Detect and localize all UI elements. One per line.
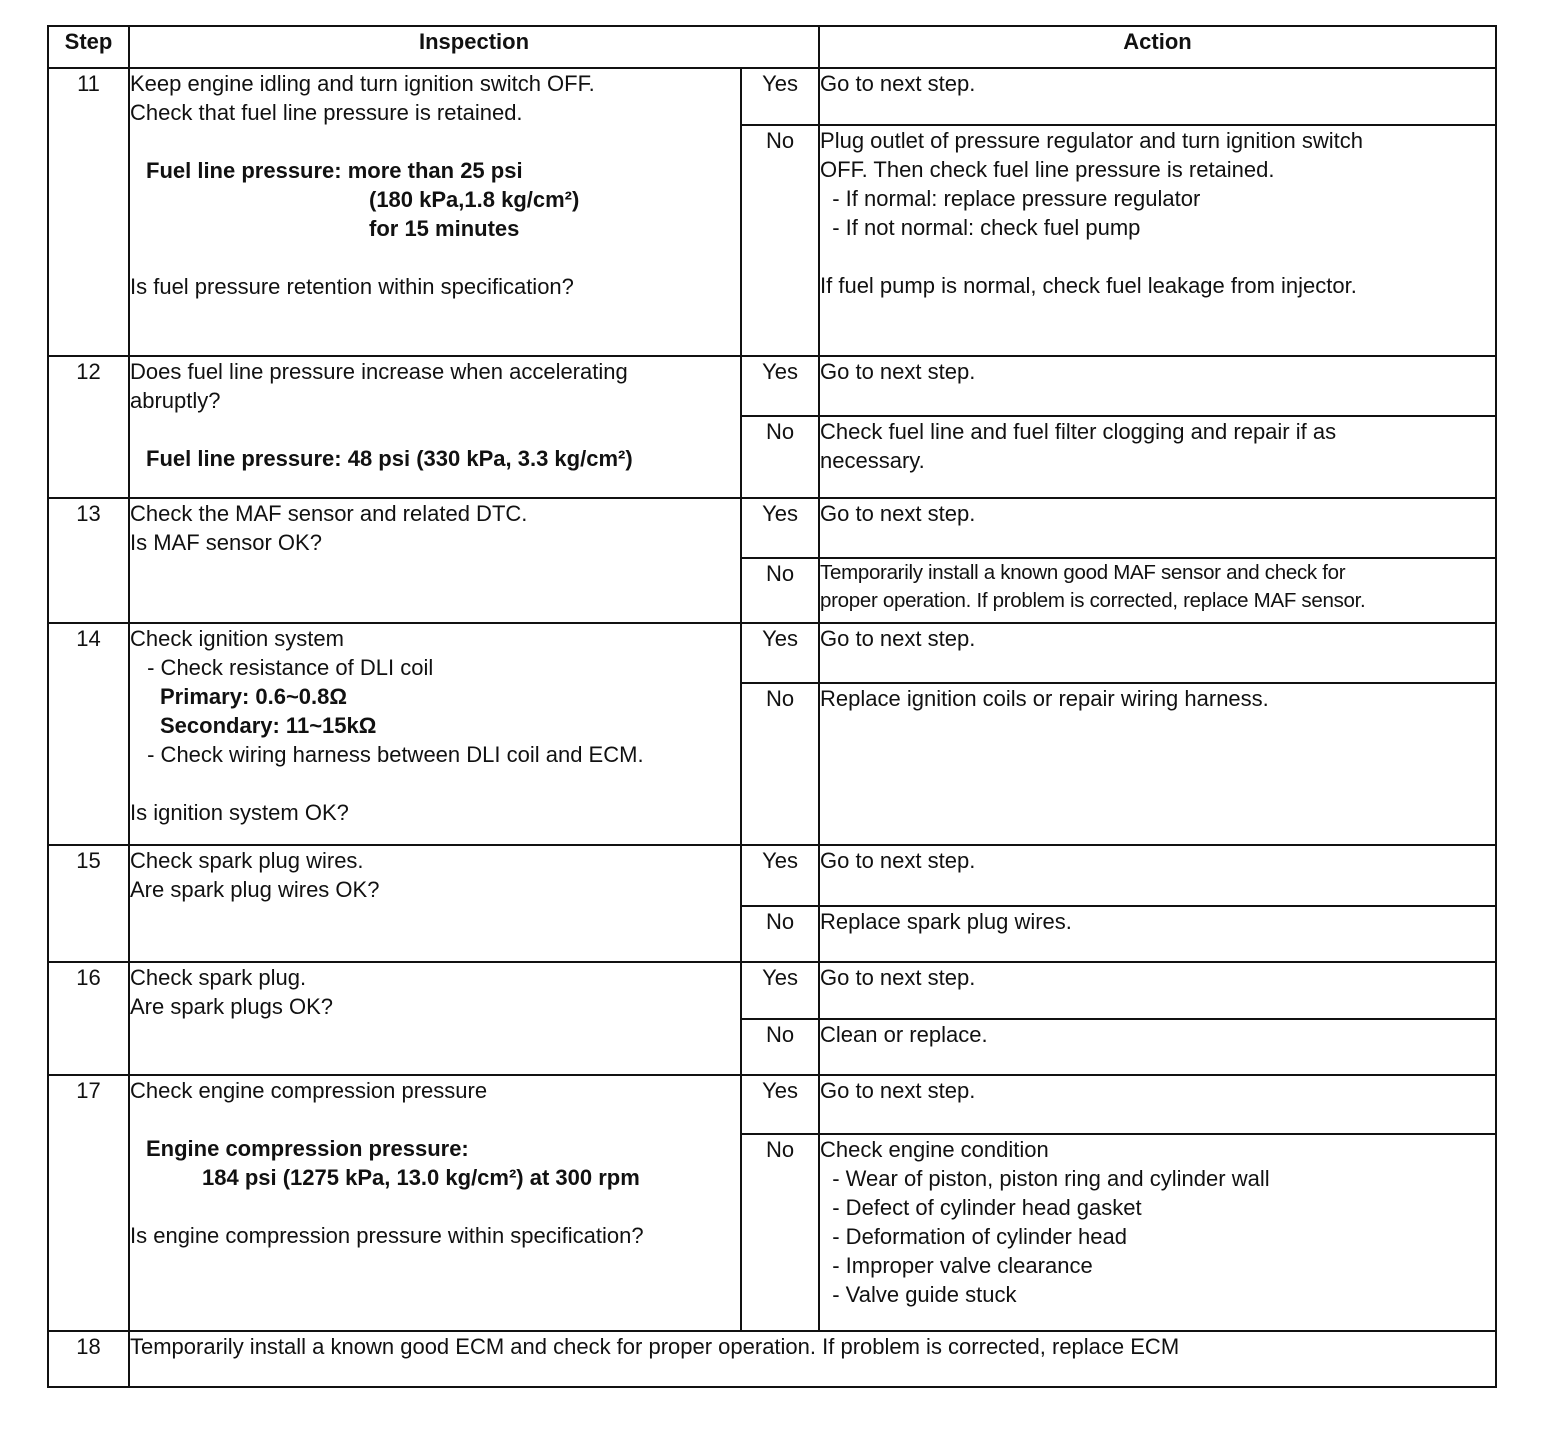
header-inspection: Inspection <box>129 26 819 68</box>
spec-text: 184 psi (1275 kPa, 13.0 kg/cm²) at 300 rpm <box>202 1165 640 1190</box>
step-number: 15 <box>48 845 129 962</box>
step-13-inspection <box>129 498 741 623</box>
yes-action: Go to next step. <box>819 1075 1496 1134</box>
yes-label: Yes <box>741 962 819 1019</box>
step-14-yes-row <box>48 623 1496 683</box>
yes-label: Yes <box>741 845 819 906</box>
no-label: No <box>741 906 819 962</box>
no-action-note: If fuel pump is normal, check fuel leakage from injector. <box>820 273 1357 298</box>
inspection-text: Check that fuel line pressure is retained. <box>130 100 523 125</box>
no-action: Check fuel line and fuel filter clogging and repair if as necessary. <box>819 416 1496 498</box>
spec-text: Engine compression pressure: <box>146 1136 469 1161</box>
inspection-question: Is ignition system OK? <box>130 800 349 825</box>
inspection-text: abruptly? <box>130 388 221 413</box>
step-13-yes-row <box>48 498 1496 558</box>
diagnostic-table <box>47 25 1497 1388</box>
step-16-yes-row <box>48 962 1496 1019</box>
step-11-inspection <box>129 68 741 356</box>
step-12-inspection <box>129 356 741 498</box>
spec-text: for 15 minutes <box>369 216 520 241</box>
step-18-inspection: Temporarily install a known good ECM and check for proper operation. If problem is corrected, replace ECM <box>129 1331 1496 1387</box>
inspection-text: Are spark plugs OK? <box>130 994 333 1019</box>
inspection-text: Check spark plug. <box>130 965 307 990</box>
inspection-text: - Check resistance of DLI coil <box>141 655 434 680</box>
step-number: 13 <box>48 498 129 623</box>
yes-label: Yes <box>741 68 819 125</box>
no-label: No <box>741 1019 819 1075</box>
inspection-text: Check spark plug wires. <box>130 848 364 873</box>
no-action: Check engine condition - Wear of piston, piston ring and cylinder wall - Defect of cylinder head gasket - Deformation of cylinder head - Improper valve clearance - Valve guide stuck <box>819 1134 1496 1331</box>
inspection-question: Is engine compression pressure within specification? <box>130 1223 644 1248</box>
inspection-text: Check the MAF sensor and related DTC. <box>130 501 528 526</box>
yes-action: Go to next step. <box>819 68 1496 125</box>
inspection-text: - Check wiring harness between DLI coil and ECM. <box>141 742 644 767</box>
step-18-row <box>48 1331 1496 1387</box>
step-number: 18 <box>48 1331 129 1387</box>
step-15-inspection <box>129 845 741 962</box>
step-17-inspection <box>129 1075 741 1331</box>
inspection-text: Check engine compression pressure <box>130 1078 488 1103</box>
yes-action: Go to next step. <box>819 845 1496 906</box>
spec-text: Fuel line pressure: 48 psi (330 kPa, 3.3 kg/cm²) <box>146 446 633 471</box>
step-number: 17 <box>48 1075 129 1331</box>
header-row <box>48 26 1496 68</box>
inspection-question: Is fuel pressure retention within specification? <box>130 274 574 299</box>
no-label: No <box>741 558 819 623</box>
no-label: No <box>741 683 819 845</box>
no-label: No <box>741 416 819 498</box>
yes-action: Go to next step. <box>819 498 1496 558</box>
spec-text: Primary: 0.6~0.8Ω <box>160 684 348 709</box>
step-number: 14 <box>48 623 129 845</box>
step-number: 16 <box>48 962 129 1075</box>
yes-label: Yes <box>741 498 819 558</box>
step-12-yes-row <box>48 356 1496 416</box>
spec-text: Secondary: 11~15kΩ <box>160 713 377 738</box>
inspection-text: Are spark plug wires OK? <box>130 877 380 902</box>
header-action: Action <box>819 26 1496 68</box>
yes-label: Yes <box>741 623 819 683</box>
step-number: 12 <box>48 356 129 498</box>
yes-action: Go to next step. <box>819 962 1496 1019</box>
header-step: Step <box>48 26 129 68</box>
yes-action: Go to next step. <box>819 623 1496 683</box>
step-11-yes-row <box>48 68 1496 125</box>
no-action: Temporarily install a known good MAF sensor and check for proper operation. If problem is corrected, replace MAF sensor. <box>819 558 1496 623</box>
no-label: No <box>741 1134 819 1331</box>
step-17-yes-row <box>48 1075 1496 1134</box>
no-action: Clean or replace. <box>819 1019 1496 1075</box>
yes-label: Yes <box>741 356 819 416</box>
step-15-yes-row <box>48 845 1496 906</box>
no-label: No <box>741 125 819 356</box>
no-action: Replace ignition coils or repair wiring harness. <box>819 683 1496 845</box>
spec-text: Fuel line pressure: more than 25 psi <box>146 158 523 183</box>
no-action: Replace spark plug wires. <box>819 906 1496 962</box>
no-action: Plug outlet of pressure regulator and turn ignition switch OFF. Then check fuel line pressure is retained. - If normal: replace pressure regulator - If not normal: check fuel pump If fuel pump is normal, check fuel leakage from injector. <box>819 125 1496 356</box>
step-16-inspection <box>129 962 741 1075</box>
inspection-text: Is MAF sensor OK? <box>130 530 322 555</box>
inspection-text: Keep engine idling and turn ignition switch OFF. <box>130 71 595 96</box>
spec-text: (180 kPa,1.8 kg/cm²) <box>369 187 580 212</box>
inspection-text: Does fuel line pressure increase when accelerating <box>130 359 628 384</box>
yes-action: Go to next step. <box>819 356 1496 416</box>
step-14-inspection <box>129 623 741 845</box>
step-number: 11 <box>48 68 129 356</box>
yes-label: Yes <box>741 1075 819 1134</box>
inspection-text: Check ignition system <box>130 626 344 651</box>
